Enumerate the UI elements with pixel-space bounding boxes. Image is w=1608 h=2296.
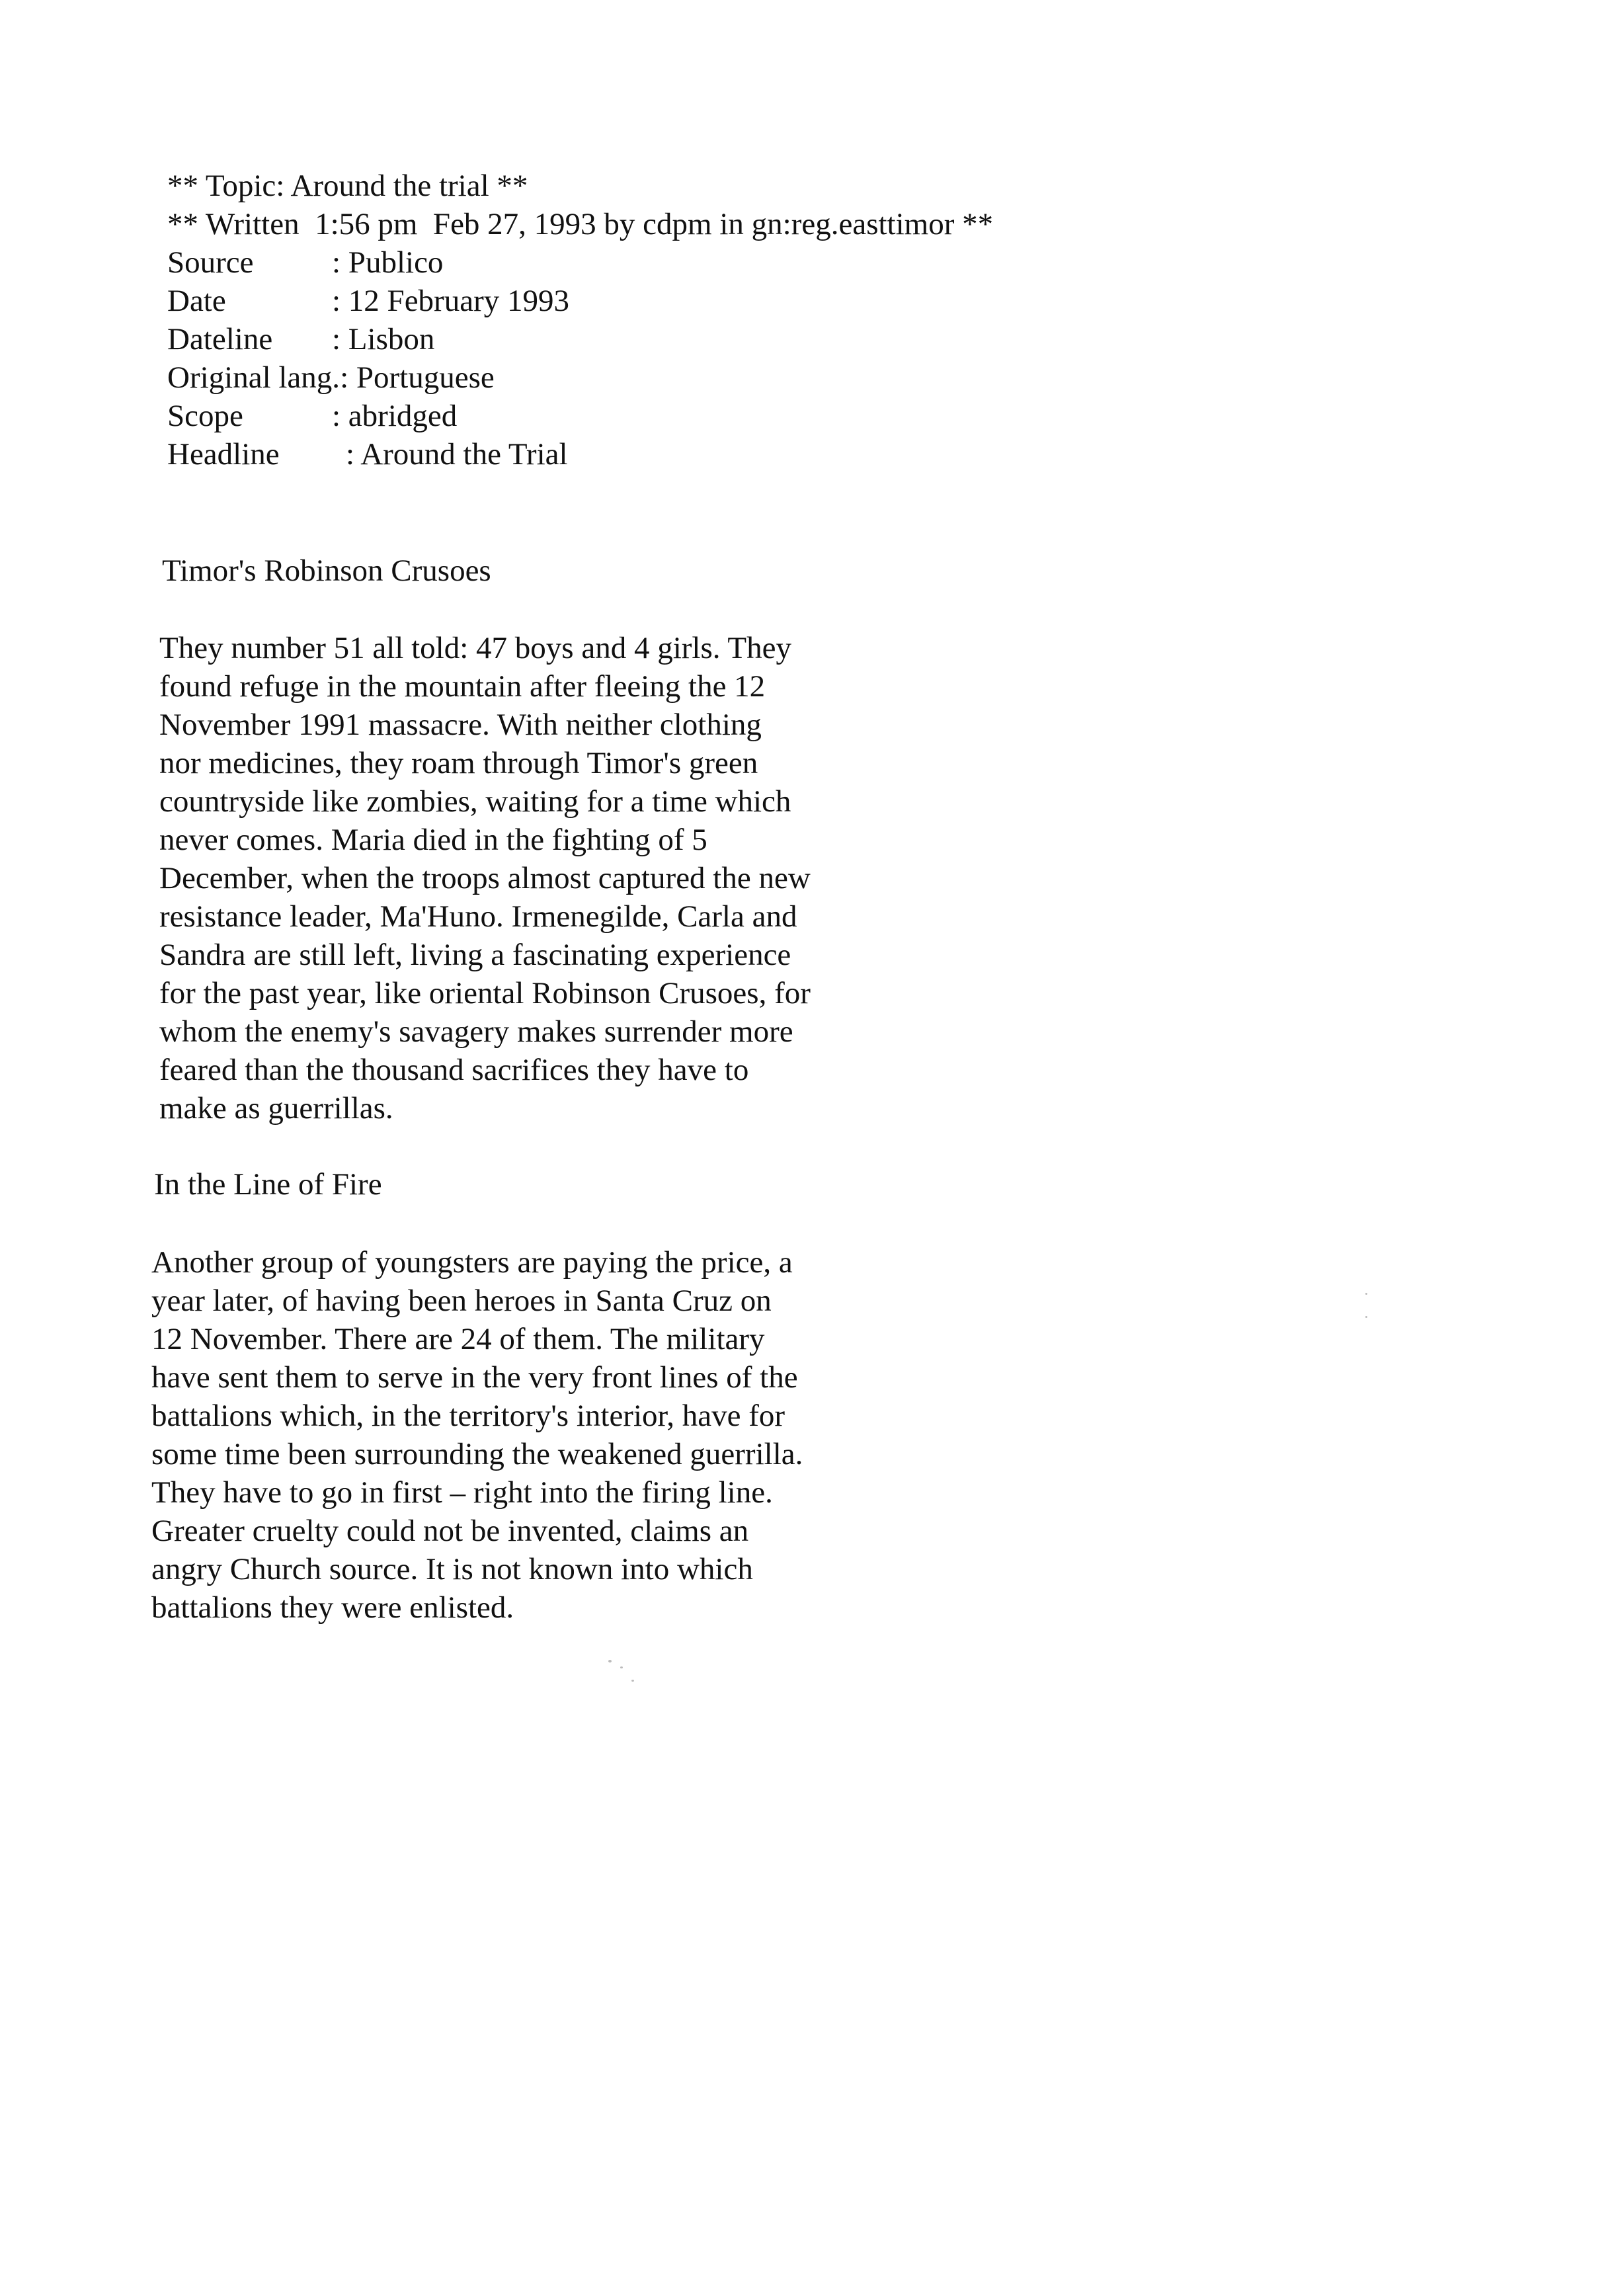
text-line: countryside like zombies, waiting for a time which (159, 784, 791, 819)
meta-label: Headline (167, 437, 280, 472)
scan-speck (608, 1660, 612, 1662)
written-line: ** Written 1:56 pm Feb 27, 1993 by cdpm in gn:reg.easttimor ** (167, 207, 994, 241)
meta-value: : 12 February 1993 (332, 284, 569, 318)
topic-line: ** Topic: Around the trial ** (167, 169, 528, 203)
scan-speck (1365, 1293, 1367, 1295)
text-line: nor medicines, they roam through Timor's green (159, 746, 758, 780)
meta-label: Scope (167, 399, 243, 433)
text-line: have sent them to serve in the very front lines of the (151, 1360, 798, 1395)
meta-value: : Around the Trial (346, 437, 568, 472)
meta-value: : Lisbon (332, 322, 435, 356)
meta-label: Original lang. (167, 360, 341, 395)
text-line: whom the enemy's savagery makes surrender more (159, 1014, 793, 1049)
text-line: resistance leader, Ma'Huno. Irmenegilde, Carla and (159, 899, 797, 934)
meta-row-headline (167, 435, 993, 473)
text-line: found refuge in the mountain after fleeing the 12 (159, 669, 766, 704)
meta-value: : Portuguese (340, 360, 495, 395)
section-title: Timor's Robinson Crusoes (162, 554, 491, 588)
text-line: Greater cruelty could not be invented, claims an (151, 1514, 749, 1548)
meta-row-date (167, 282, 993, 320)
meta-row-scope (167, 397, 993, 435)
scan-speck (1365, 1316, 1367, 1318)
text-line: some time been surrounding the weakened guerrilla. (151, 1437, 803, 1471)
text-line: 12 November. There are 24 of them. The military (151, 1322, 765, 1356)
text-line: They have to go in first – right into the firing line. (151, 1475, 773, 1510)
text-line: battalions which, in the territory's interior, have for (151, 1399, 785, 1433)
text-line: year later, of having been heroes in Santa Cruz on (151, 1284, 772, 1318)
body-paragraph (159, 629, 811, 1128)
text-line: December, when the troops almost captured the new (159, 861, 811, 895)
meta-value: : abridged (332, 399, 458, 433)
meta-value: : Publico (332, 245, 444, 280)
scan-speck (620, 1666, 623, 1668)
text-line: They number 51 all told: 47 boys and 4 girls. They (159, 631, 791, 665)
text-line: battalions they were enlisted. (151, 1590, 514, 1625)
body-paragraph (151, 1243, 803, 1627)
meta-label: Source (167, 245, 254, 280)
message-header (167, 167, 993, 473)
text-line: for the past year, like oriental Robinson Crusoes, for (159, 976, 811, 1010)
meta-row-original-lang (167, 358, 993, 397)
meta-row-dateline (167, 320, 993, 358)
text-line: never comes. Maria died in the fighting of 5 (159, 823, 707, 857)
meta-row-source (167, 243, 993, 282)
text-line: angry Church source. It is not known into which (151, 1552, 753, 1586)
meta-label: Date (167, 284, 226, 318)
text-line: Sandra are still left, living a fascinating experience (159, 938, 791, 972)
text-line: feared than the thousand sacrifices they have to (159, 1053, 749, 1087)
scan-speck (631, 1680, 634, 1682)
meta-label: Dateline (167, 322, 273, 356)
section-title: In the Line of Fire (154, 1167, 382, 1202)
text-line: November 1991 massacre. With neither clothing (159, 708, 762, 742)
text-line: make as guerrillas. (159, 1091, 393, 1126)
text-line: Another group of youngsters are paying the price, a (151, 1245, 793, 1280)
